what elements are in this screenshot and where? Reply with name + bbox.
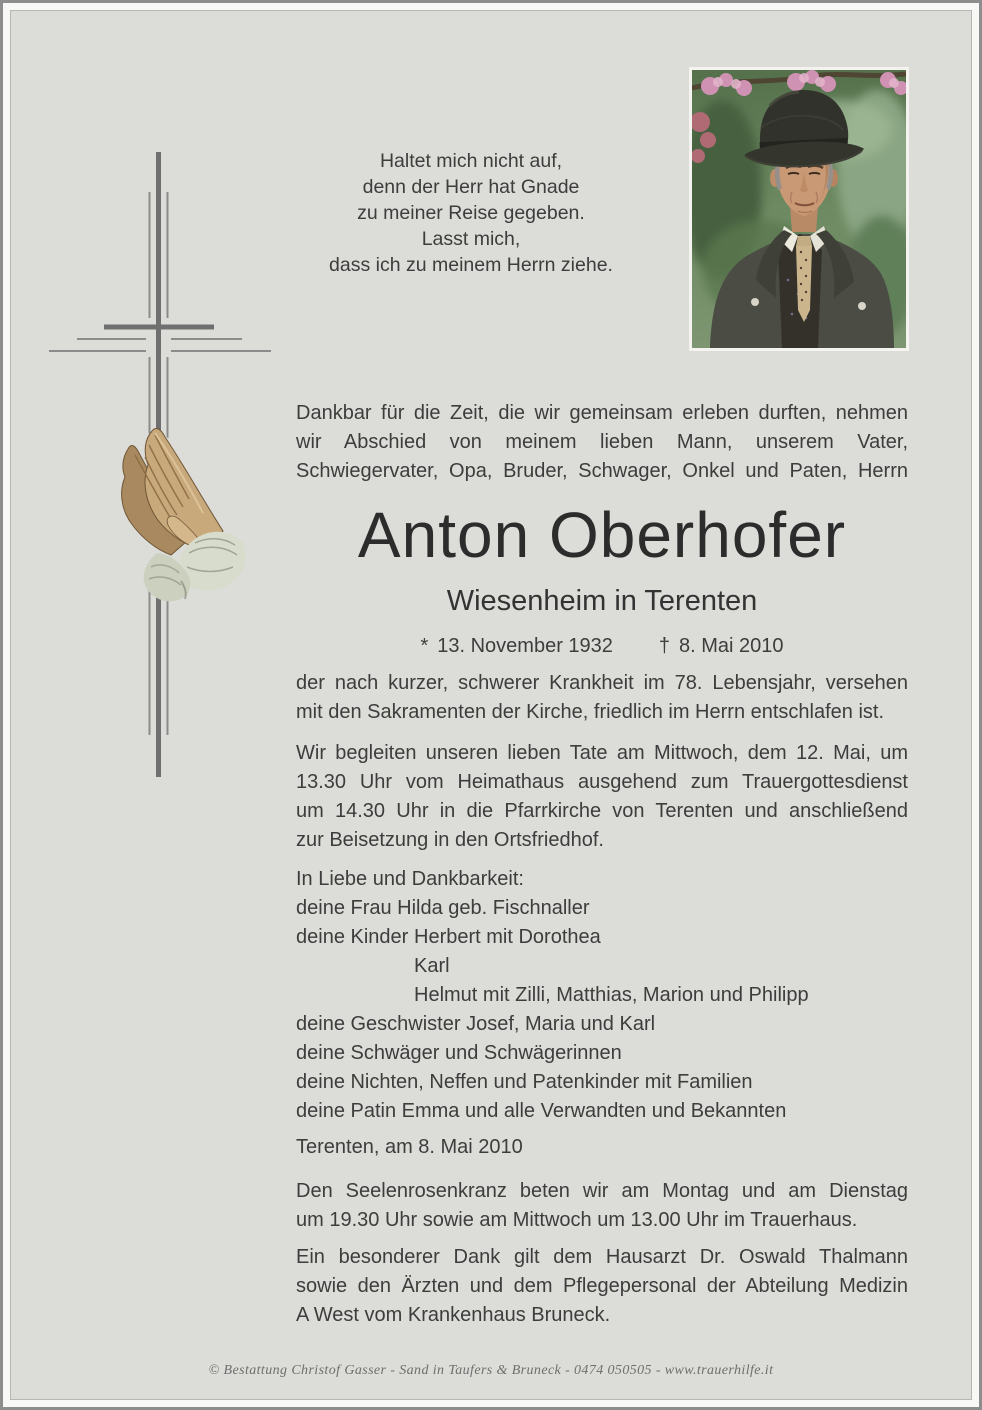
- praying-hands-image: [95, 421, 250, 616]
- mourner-children-row: [296, 923, 908, 952]
- funeral-paragraph: [296, 739, 908, 855]
- mourner-nieces-nephews: deine Nichten, Neffen und Patenkinder mit Familien: [296, 1071, 753, 1093]
- life-dates: [296, 633, 908, 659]
- notice-line: der nach kurzer, schwerer Krankheit im 78. Lebensjahr, versehen: [296, 672, 908, 694]
- child-entry: Karl: [414, 955, 450, 977]
- child-entry: Helmut mit Zilli, Matthias, Marion und Philipp: [414, 984, 809, 1006]
- rosary-paragraph: [296, 1177, 908, 1235]
- quote-block: [151, 148, 791, 278]
- intro-line: Schwiegervater, Opa, Bruder, Schwager, Onkel und Paten, Herrn: [296, 460, 908, 482]
- notice-line: mit den Sakramenten der Kirche, friedlich im Herrn entschlafen ist.: [296, 701, 885, 723]
- thanks-line: A West vom Krankenhaus Bruneck.: [296, 1304, 611, 1326]
- intro-paragraph: [296, 399, 908, 486]
- rosary-line: Den Seelenrosenkranz beten wir am Montag und am Dienstag: [296, 1180, 908, 1202]
- footer-credit: © Bestattung Christof Gasser - Sand in Taufers & Bruneck - 0474 050505 - www.trauerhilfe.it: [208, 1363, 774, 1378]
- quote-line: zu meiner Reise gegeben.: [357, 202, 585, 224]
- quote-line: dass ich zu meinem Herrn ziehe.: [329, 254, 613, 276]
- children-label: deine Kinder: [296, 926, 409, 948]
- mourner-wife: deine Frau Hilda geb. Fischnaller: [296, 897, 590, 919]
- rosary-line: um 19.30 Uhr sowie am Mittwoch um 13.00 Uhr im Trauerhaus.: [296, 1209, 858, 1231]
- birth-symbol: *: [420, 635, 429, 657]
- intro-line: Dankbar für die Zeit, die wir gemeinsam erleben durften, nehmen: [296, 402, 908, 424]
- deceased-residence: Wiesenheim in Terenten: [446, 585, 758, 617]
- memorial-card: [10, 10, 972, 1400]
- thanks-line: sowie den Ärzten und dem Pflegepersonal der Abteilung Medizin: [296, 1275, 908, 1297]
- quote-line: denn der Herr hat Gnade: [362, 176, 580, 198]
- funeral-line: Wir begleiten unseren lieben Tate am Mittwoch, dem 12. Mai, um: [296, 742, 908, 764]
- birth-date-group: [420, 633, 612, 659]
- intro-line: wir Abschied von meinem lieben Mann, unserem Vater,: [296, 431, 908, 453]
- thanks-line: Ein besonderer Dank gilt dem Hausarzt Dr. Oswald Thalmann: [296, 1246, 908, 1268]
- child-entry: Herbert mit Dorothea: [414, 926, 601, 948]
- death-symbol: †: [658, 635, 671, 657]
- quote-line: Haltet mich nicht auf,: [379, 150, 563, 172]
- thanks-paragraph: [296, 1243, 908, 1330]
- dateline: Terenten, am 8. Mai 2010: [296, 1136, 523, 1158]
- quote-line: Lasst mich,: [421, 228, 521, 250]
- death-date-group: [659, 633, 784, 659]
- mourners-heading: In Liebe und Dankbarkeit:: [296, 868, 524, 890]
- deceased-name: Anton Oberhofer: [357, 499, 847, 571]
- funeral-line: um 14.30 Uhr in die Pfarrkirche von Terenten und anschließend: [296, 800, 908, 822]
- death-notice-paragraph: [296, 669, 908, 727]
- mourner-godmother: deine Patin Emma und alle Verwandten und Bekannten: [296, 1100, 787, 1122]
- death-date: 8. Mai 2010: [679, 635, 784, 657]
- birth-date: 13. November 1932: [437, 635, 613, 657]
- funeral-line: zur Beisetzung in den Ortsfriedhof.: [296, 829, 604, 851]
- mourners-list: [296, 865, 908, 1126]
- mourner-siblings: deine Geschwister Josef, Maria und Karl: [296, 1013, 656, 1035]
- funeral-line: 13.30 Uhr vom Heimathaus ausgehend zum Trauergottesdienst: [296, 771, 908, 793]
- mourner-in-laws: deine Schwäger und Schwägerinnen: [296, 1042, 622, 1064]
